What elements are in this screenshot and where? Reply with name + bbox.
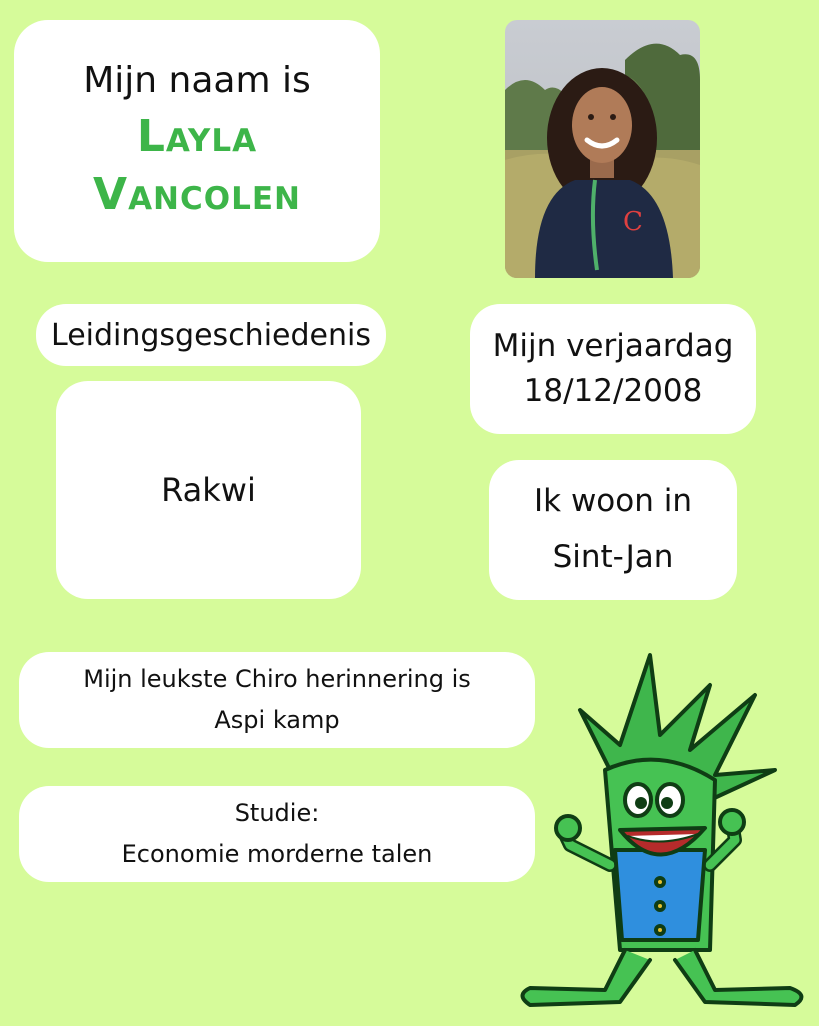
leiding-value: Rakwi [161, 471, 256, 509]
study-label: Studie: [234, 799, 320, 828]
last-name: Vancolen [93, 168, 301, 220]
home-label: Ik woon in [534, 483, 692, 520]
birthday-card [470, 304, 756, 434]
memory-value: Aspi kamp [214, 706, 340, 734]
leiding-label: Leidingsgeschiedenis [51, 317, 371, 353]
study-value: Economie morderne talen [121, 840, 433, 868]
home-card [489, 460, 737, 600]
memory-card [19, 652, 535, 748]
study-card [19, 786, 535, 882]
name-intro: Mijn naam is [83, 60, 311, 102]
svg-text:C: C [623, 207, 643, 237]
chiro-mascot-icon [510, 650, 815, 1022]
first-name: Layla [136, 111, 258, 163]
profile-photo [505, 20, 700, 278]
leiding-label-card [36, 304, 386, 366]
birthday-date: 18/12/2008 [523, 373, 703, 409]
birthday-label: Mijn verjaardag [492, 328, 734, 365]
home-place: Sint-Jan [552, 539, 674, 575]
name-card [14, 20, 380, 262]
leiding-value-card [56, 381, 361, 599]
memory-label: Mijn leukste Chiro herinnering is [83, 665, 471, 694]
